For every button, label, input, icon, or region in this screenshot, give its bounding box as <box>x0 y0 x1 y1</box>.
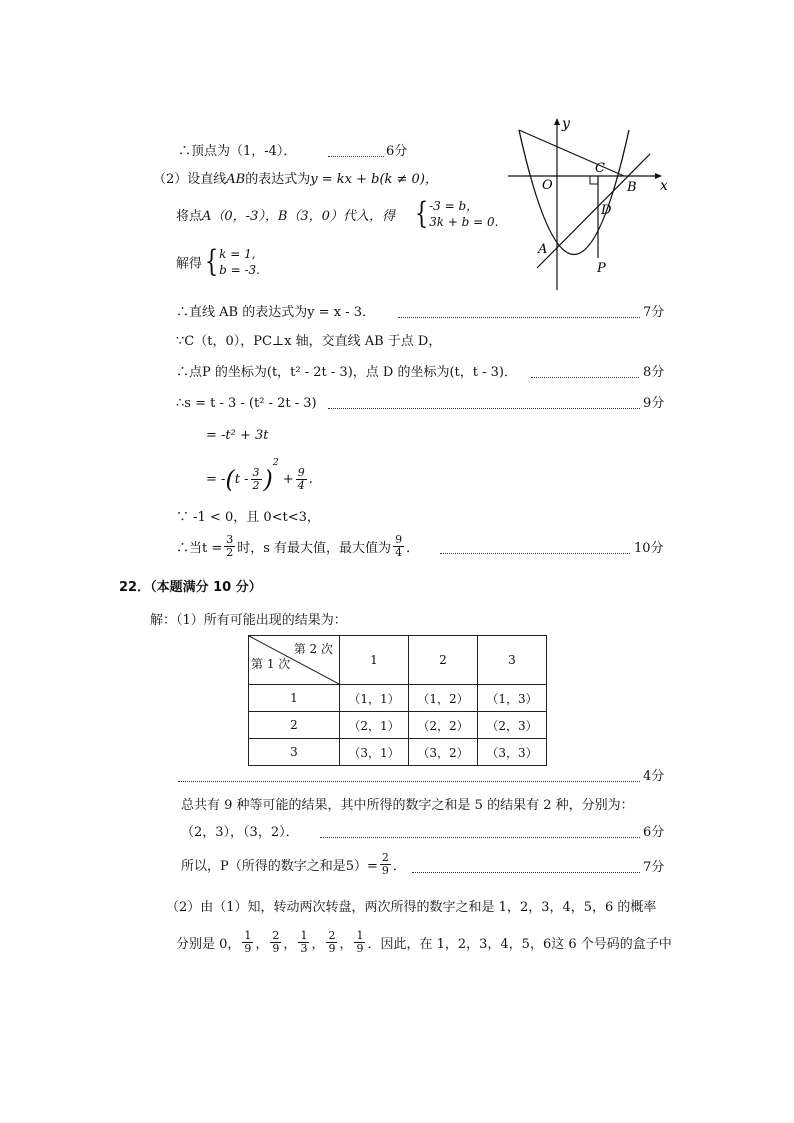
max-line: ∴当t = $\frac{3}{2}$ 时，s 有最大值，最大值为 $\frac{9}{4}$ ． <box>176 533 420 559</box>
table-header-row <box>249 636 547 685</box>
table-cell: （3，2） <box>409 739 478 766</box>
label-A: A <box>538 242 548 257</box>
s-expression: ∴s = t - 3 - (t² - 2t - 3) <box>176 396 317 411</box>
part2-intro-line: （2）设直线AB的表达式为y = kx + b(k ≠ 0)， <box>153 172 438 187</box>
score-7b: 7分 <box>643 860 665 875</box>
leader-dots <box>328 408 640 409</box>
q22-heading: 22．（本题满分 10 分） <box>119 580 262 595</box>
y-axis-arrow <box>554 118 560 125</box>
parabola-graph <box>502 112 677 294</box>
score-7: 7分 <box>643 305 665 320</box>
table-cell: （1，1） <box>340 685 409 712</box>
s-step3: = -(t - $\frac{3}{2}$ )$^2$ + $\frac{9}{4}$ . <box>206 458 313 494</box>
table-corner-cell: 第 2 次 第 1 次 <box>249 636 340 685</box>
leader-dots <box>178 781 640 782</box>
score-8: 8分 <box>643 365 665 380</box>
table-cell: （2，2） <box>409 712 478 739</box>
s-step2: = -t² + 3t <box>206 428 269 443</box>
right-angle-mark <box>590 176 598 184</box>
table-cell: （3，1） <box>340 739 409 766</box>
leader-dots <box>328 156 384 157</box>
col-header: 2 <box>409 636 478 685</box>
equation-system-1: { -3 = b， 3k + b = 0. <box>414 196 499 231</box>
brace: { <box>414 196 429 231</box>
leader-dots <box>440 553 630 554</box>
because-C-line: ∵C（t，0），PC⊥x 轴，交直线 AB 于点 D， <box>176 334 442 349</box>
row-header: 1 <box>249 685 340 712</box>
table-cell: （1，2） <box>409 685 478 712</box>
col-header: 1 <box>340 636 409 685</box>
x-label: x <box>660 178 668 194</box>
score-9: 9分 <box>643 396 665 411</box>
leader-dots <box>412 872 640 873</box>
brace: { <box>204 244 219 279</box>
table-cell: （1，3） <box>478 685 547 712</box>
results-table <box>248 635 547 766</box>
coord-P-line: ∴点P 的坐标为(t，t² - 2t - 3)，点 D 的坐标为(t，t - 3)． <box>176 365 517 380</box>
score-10: 10分 <box>634 541 664 556</box>
col-header: 3 <box>478 636 547 685</box>
y-label: y <box>562 116 570 132</box>
leader-dots <box>398 317 640 318</box>
table-cell: （2，3） <box>478 712 547 739</box>
label-O: O <box>542 178 553 193</box>
table-row <box>249 712 547 739</box>
line-to-B <box>519 130 624 176</box>
table-row <box>249 739 547 766</box>
part2-line1: （2）由（1）知，转动两次转盘，两次所得的数字之和是 1，2，3，4，5，6 的概率 <box>166 900 657 915</box>
leader-dots <box>320 837 640 838</box>
label-P: P <box>597 261 606 276</box>
because-negative: ∵ -1 < 0，且 0<t<3， <box>176 510 320 525</box>
probability-line: 所以，P（所得的数字之和是5）= $\frac{2}{9}$ ． <box>181 851 406 877</box>
vertex-line: ∴顶点为（1，-4）． <box>178 144 297 159</box>
total-results-text: 总共有 9 种等可能的结果，其中所得的数字之和是 5 的结果有 2 种，分别为： <box>181 798 634 813</box>
line-AB <box>537 154 650 268</box>
score-6b: 6分 <box>643 825 665 840</box>
row-header: 3 <box>249 739 340 766</box>
score-6: 6分 <box>386 144 408 159</box>
part2-line2: 分别是 0， $\frac{1}{9}$ ， $\frac{2}{9}$ ， $\frac{1}{3}$ ， $\frac{2}{9}$ ， $\frac{1}{9}$ ．因此，在 1，2，3，4，5，6这 6 个号码的盒子中 <box>176 929 672 955</box>
table-row <box>249 685 547 712</box>
row-header: 2 <box>249 712 340 739</box>
label-D: D <box>601 203 612 218</box>
score-4: 4分 <box>643 769 665 784</box>
substitute-line: 将点A（0，-3），B（3，0）代入，得 <box>176 209 395 224</box>
q22-intro: 解：（1）所有可能出现的结果为： <box>150 613 347 628</box>
line-expression: ∴直线 AB 的表达式为y = x - 3． <box>176 305 375 320</box>
label-C: C <box>595 161 605 176</box>
table-cell: （3，3） <box>478 739 547 766</box>
solve-line: 解得{ k = 1, b = -3. <box>176 244 260 279</box>
table-cell: （2，1） <box>340 712 409 739</box>
leader-dots <box>531 377 639 378</box>
label-B: B <box>627 180 637 195</box>
pairs-text: （2，3），（3，2）． <box>181 825 299 840</box>
